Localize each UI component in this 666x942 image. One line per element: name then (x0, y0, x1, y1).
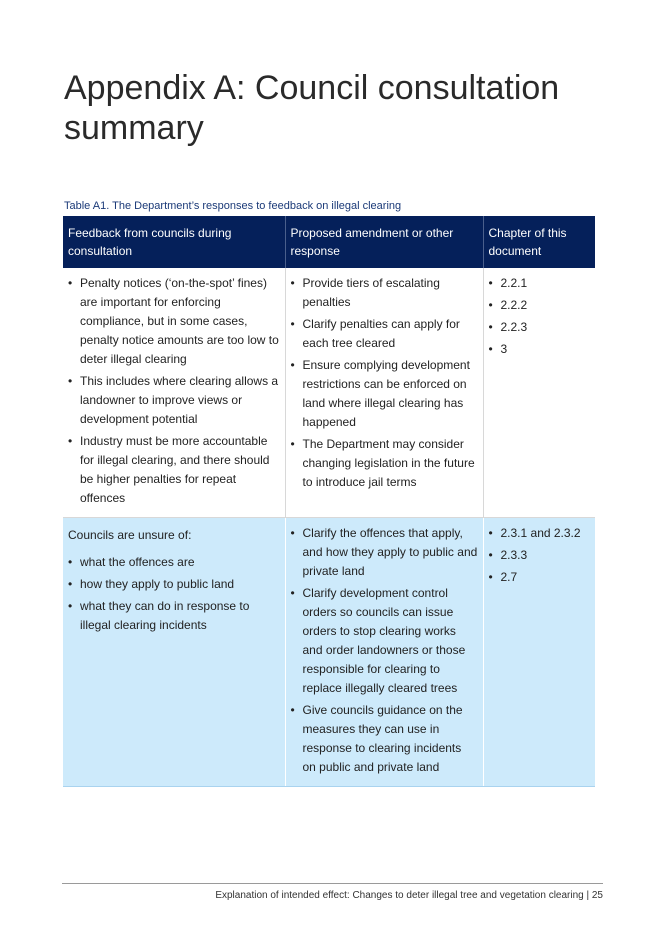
list-item: • 3 (489, 340, 591, 359)
header-feedback: Feedback from councils during consultation (63, 216, 285, 268)
list-item: • Industry must be more accountable for illegal clearing, and there should be higher penalties for repeat offences (68, 432, 280, 508)
header-chapter: Chapter of this document (483, 216, 595, 268)
feedback-cell (63, 268, 285, 518)
table-row (63, 268, 595, 518)
header-response: Proposed amendment or other response (285, 216, 483, 268)
consultation-table (63, 216, 595, 787)
list-item: • what they can do in response to illegal clearing incidents (68, 597, 280, 635)
chapter-cell (483, 268, 595, 518)
footer-divider (62, 883, 603, 884)
list-item: • Clarify development control orders so councils can issue orders to stop clearing works and order landowners or those responsible for clearing to replace illegally cleared trees (291, 584, 478, 698)
list-item: • 2.7 (489, 568, 591, 587)
list-item: • This includes where clearing allows a landowner to improve views or development potential (68, 372, 280, 429)
list-item: • Give councils guidance on the measures they can use in response to clearing incidents on public and private land (291, 701, 478, 777)
list-item: • Provide tiers of escalating penalties (291, 274, 478, 312)
page-footer: Explanation of intended effect: Changes to deter illegal tree and vegetation clearing | 25 (215, 890, 603, 901)
feedback-cell (63, 518, 285, 787)
list-item: • 2.3.3 (489, 546, 591, 565)
table-row (63, 518, 595, 787)
list-item: • 2.3.1 and 2.3.2 (489, 524, 591, 543)
list-item: • Clarify penalties can apply for each tree cleared (291, 315, 478, 353)
response-cell (285, 518, 483, 787)
list-item: • The Department may consider changing legislation in the future to introduce jail terms (291, 435, 478, 492)
list-item: • what the offences are (68, 553, 280, 572)
feedback-intro: Councils are unsure of: (68, 528, 192, 542)
list-item: • 2.2.1 (489, 274, 591, 293)
chapter-cell (483, 518, 595, 787)
list-item: • Ensure complying development restrictions can be enforced on land where illegal clearing has happened (291, 356, 478, 432)
list-item: • 2.2.2 (489, 296, 591, 315)
table-caption: Table A1. The Department’s responses to feedback on illegal clearing (64, 200, 402, 212)
table-header-row (63, 216, 595, 268)
response-cell (285, 268, 483, 518)
list-item: • how they apply to public land (68, 575, 280, 594)
list-item: • Penalty notices (‘on-the-spot’ fines) are important for enforcing compliance, but in some cases, penalty notice amounts are too low to deter illegal clearing (68, 274, 280, 369)
list-item: • 2.2.3 (489, 318, 591, 337)
list-item: • Clarify the offences that apply, and how they apply to public and private land (291, 524, 478, 581)
page-title: Appendix A: Council consultation summary (64, 69, 560, 147)
